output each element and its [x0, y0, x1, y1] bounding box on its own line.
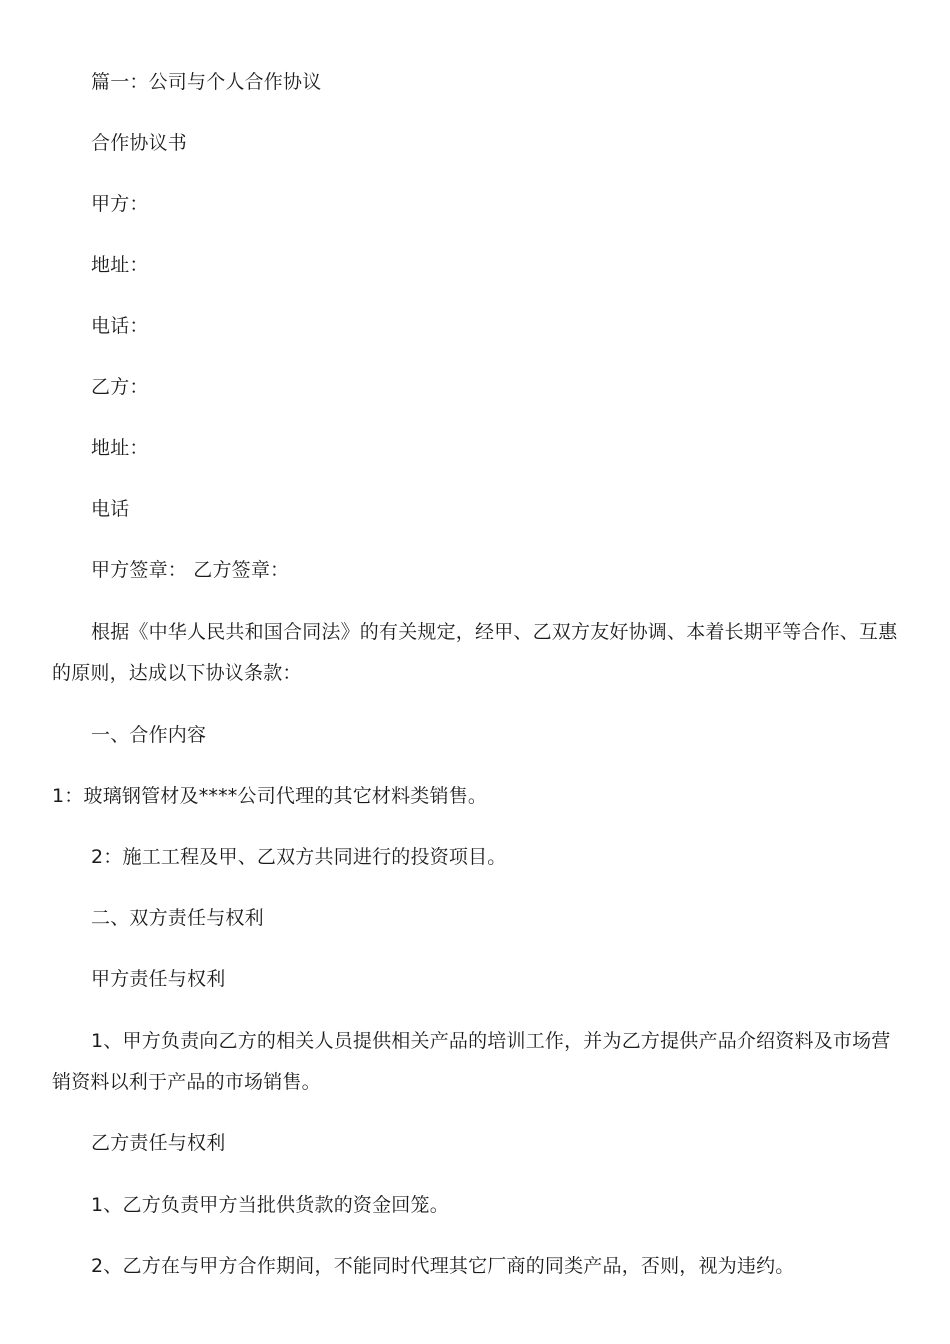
cooperation-item-2: 2：施工工程及甲、乙双方共同进行的投资项目。 — [91, 846, 507, 868]
party-b-address-label: 地址： — [91, 437, 149, 459]
section-heading-responsibilities: 二、双方责任与权利 — [91, 907, 264, 929]
party-a-responsibilities-heading: 甲方责任与权利 — [91, 968, 226, 990]
party-a-label: 甲方： — [91, 193, 149, 215]
agreement-title: 合作协议书 — [91, 132, 188, 154]
party-a-clause-1-line-1: 1、甲方负责向乙方的相关人员提供相关产品的培训工作，并为乙方提供产品介绍资料及市场营 — [91, 1030, 891, 1052]
party-b-responsibilities-heading: 乙方责任与权利 — [91, 1132, 226, 1154]
section-heading-cooperation: 一、合作内容 — [91, 724, 207, 746]
party-a-clause-1-line-2: 销资料以利于产品的市场销售。 — [52, 1071, 321, 1093]
cooperation-item-1: 1：玻璃钢管材及****公司代理的其它材料类销售。 — [52, 785, 488, 807]
party-b-clause-1: 1、乙方负责甲方当批供货款的资金回笼。 — [91, 1194, 449, 1216]
preamble-paragraph-line-1: 根据《中华人民共和国合同法》的有关规定，经甲、乙双方友好协调、本着长期平等合作、互惠 — [91, 621, 898, 643]
party-b-clause-2: 2、乙方在与甲方合作期间，不能同时代理其它厂商的同类产品，否则，视为违约。 — [91, 1255, 795, 1277]
document-heading: 篇一：公司与个人合作协议 — [91, 71, 322, 93]
party-a-address-label: 地址： — [91, 254, 149, 276]
party-b-label: 乙方： — [91, 376, 149, 398]
party-b-phone-label: 电话 — [91, 498, 130, 520]
preamble-paragraph-line-2: 的原则，达成以下协议条款： — [52, 662, 302, 684]
signature-line: 甲方签章： 乙方签章： — [91, 559, 290, 581]
party-a-phone-label: 电话： — [91, 315, 149, 337]
